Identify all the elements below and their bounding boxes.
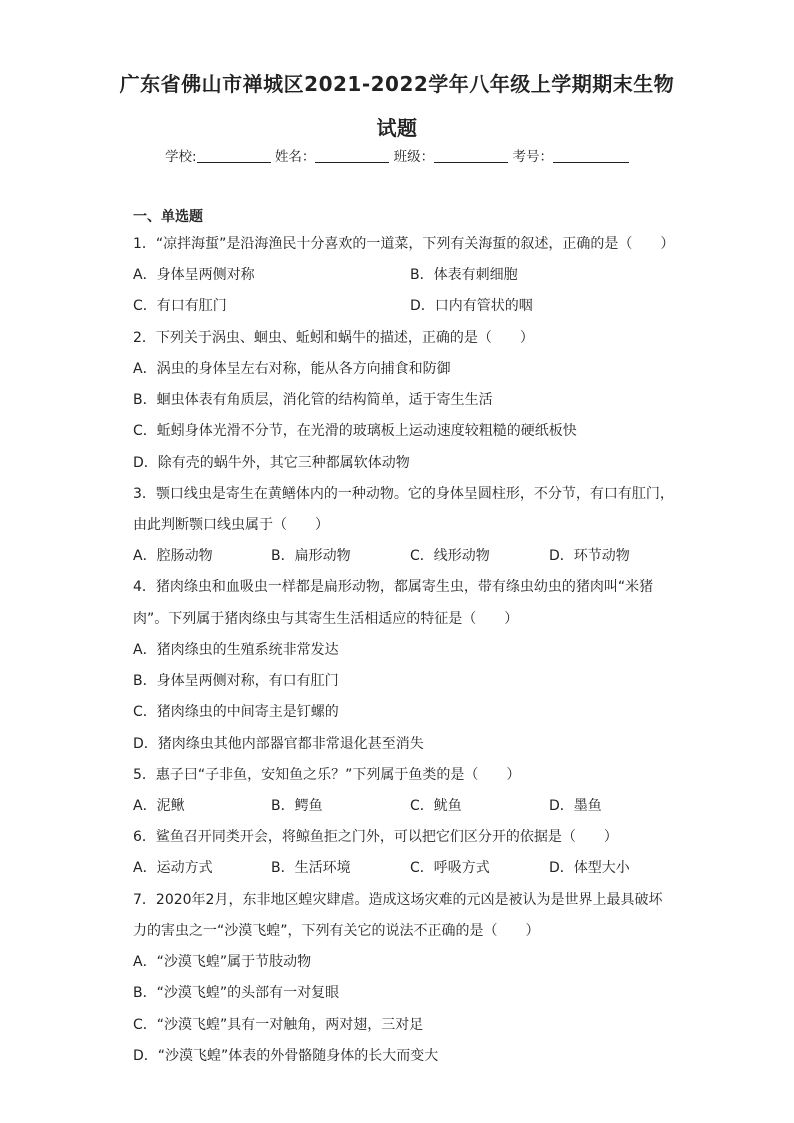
section-heading: 一、单选题 xyxy=(133,209,203,225)
option-a: A．猪肉绦虫的生殖系统非常发达 xyxy=(133,642,339,658)
option-d: D．猪肉绦虫其他内部器官都非常退化甚至消失 xyxy=(133,736,424,752)
question-stem: 6．鲨鱼召开同类开会，将鲸鱼拒之门外，可以把它们区分开的依据是（ ） xyxy=(133,829,618,845)
option-c: C．鱿鱼 xyxy=(410,798,462,814)
question-stem-cont: 肉”。下列属于猪肉绦虫与其寄生生活相适应的特征是（ ） xyxy=(133,611,519,627)
page-title: 广东省佛山市禅城区2021-2022学年八年级上学期期末生物 xyxy=(119,72,675,96)
class-label: 班级： xyxy=(393,149,435,165)
option-d: D．口内有管状的咽 xyxy=(410,298,533,314)
school-blank xyxy=(197,149,271,163)
option-b: B．身体呈两侧对称，有口有肛门 xyxy=(133,673,339,689)
option-a: A．腔肠动物 xyxy=(133,548,213,564)
option-a: A．运动方式 xyxy=(133,860,213,876)
question-stem: 5．惠子曰“子非鱼，安知鱼之乐？”下列属于鱼类的是（ ） xyxy=(133,767,521,783)
option-d: D．“沙漠飞蝗”体表的外骨骼随身体的长大而变大 xyxy=(133,1048,439,1064)
option-b: B．“沙漠飞蝗”的头部有一对复眼 xyxy=(133,985,340,1001)
option-c: C．有口有肛门 xyxy=(133,298,227,314)
option-a: A．身体呈两侧对称 xyxy=(133,267,255,283)
question-stem: 3．颚口线虫是寄生在黄鳝体内的一种动物。它的身体呈圆柱形，不分节，有口有肛门， xyxy=(133,486,674,502)
option-b: B．蛔虫体表有角质层，消化管的结构简单，适于寄生生活 xyxy=(133,392,493,408)
question-stem: 1．“凉拌海蜇”是沿海渔民十分喜欢的一道菜，下列有关海蜇的叙述，正确的是（ ） xyxy=(133,236,675,252)
option-c: C．“沙漠飞蝗”具有一对触角，两对翅，三对足 xyxy=(133,1017,424,1033)
exam-number-blank xyxy=(553,149,629,163)
option-b: B．扁形动物 xyxy=(271,548,351,564)
question-stem-cont: 由此判断颚口线虫属于（ ） xyxy=(133,517,329,533)
student-info-row xyxy=(0,145,794,165)
option-c: C．线形动物 xyxy=(410,548,490,564)
class-blank xyxy=(434,149,508,163)
option-c: C．猪肉绦虫的中间寄主是钉螺的 xyxy=(133,704,339,720)
page-title-line2: 试题 xyxy=(376,116,418,140)
question-stem: 2．下列关于涡虫、蛔虫、蚯蚓和蜗牛的描述，正确的是（ ） xyxy=(133,330,534,346)
option-d: D．除有壳的蜗牛外，其它三种都属软体动物 xyxy=(133,455,410,471)
option-b: B．鳄鱼 xyxy=(271,798,323,814)
option-a: A．“沙漠飞蝗”属于节肢动物 xyxy=(133,954,312,970)
question-stem: 4．猪肉绦虫和血吸虫一样都是扁形动物，都属寄生虫，带有绦虫幼虫的猪肉叫“米猪 xyxy=(133,579,654,595)
option-c: C．呼吸方式 xyxy=(410,860,490,876)
option-c: C．蚯蚓身体光滑不分节，在光滑的玻璃板上运动速度较粗糙的硬纸板快 xyxy=(133,423,577,439)
name-label: 姓名： xyxy=(274,149,316,165)
question-stem-cont: 力的害虫之一“沙漠飞蝗”，下列有关它的说法不正确的是（ ） xyxy=(133,923,540,939)
option-b: B．体表有刺细胞 xyxy=(410,267,518,283)
option-d: D．墨鱼 xyxy=(549,798,602,814)
name-blank xyxy=(315,149,389,163)
option-a: A．涡虫的身体呈左右对称，能从各方向捕食和防御 xyxy=(133,361,451,377)
option-d: D．体型大小 xyxy=(549,860,630,876)
question-stem: 7．2020年2月，东非地区蝗灾肆虐。造成这场灾难的元凶是被认为是世界上最具破坏 xyxy=(133,892,663,908)
option-d: D．环节动物 xyxy=(549,548,630,564)
option-a: A．泥鳅 xyxy=(133,798,185,814)
school-label: 学校: xyxy=(165,149,197,165)
option-b: B．生活环境 xyxy=(271,860,351,876)
exam-number-label: 考号： xyxy=(512,149,553,165)
